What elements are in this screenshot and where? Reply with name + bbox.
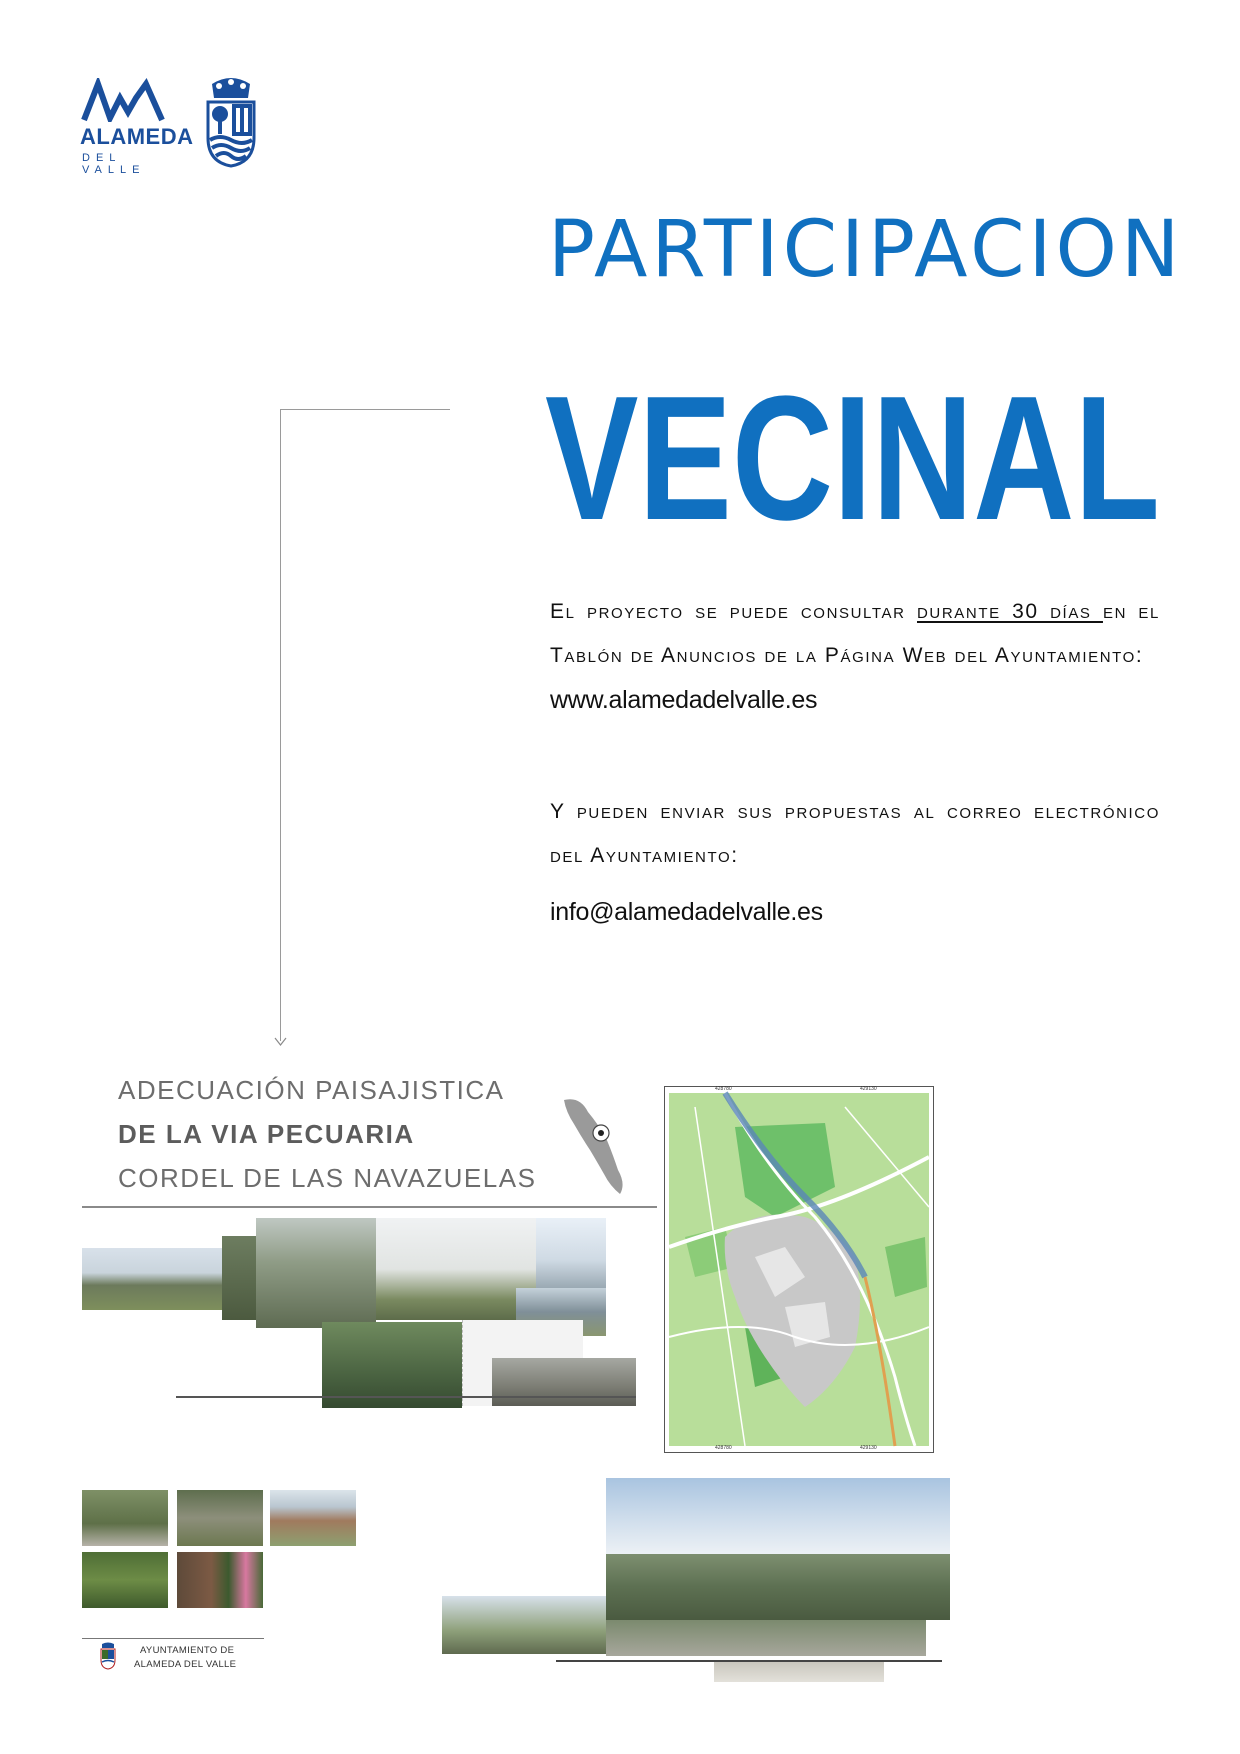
arrow-down-icon [273,1036,288,1048]
road-photo [442,1596,606,1654]
sky-photo-1 [376,1218,536,1320]
footer-line1: AYUNTAMIENTO DE [140,1645,235,1656]
connector-line-horizontal [280,409,450,410]
site-plan-map [664,1086,934,1453]
section-ground-line [176,1396,636,1398]
email-link[interactable]: info@alamedadelvalle.es [550,898,823,926]
consult-paragraph [550,590,1160,678]
title-vecinal-text: VECINAL [545,358,1160,557]
street-photo-2 [492,1358,636,1406]
connector-line-vertical [280,409,281,1041]
footer-line2: ALAMEDA DEL VALLE [134,1659,237,1670]
consult-period: durante 30 días [917,600,1103,623]
map-label-top-right: 429130 [860,1086,877,1092]
coat-of-arms [204,76,258,168]
thumb-photo-1 [82,1490,168,1546]
logo-name: ALAMEDA [80,124,194,149]
footer-coat-of-arms-icon [100,1642,116,1670]
consult-paragraph-end: en el Tablón de Anuncios de la Página Web del Ayuntamiento: [550,600,1160,667]
project-title-line2: DE LA VIA PECUARIA [118,1119,415,1149]
road-photo-2 [606,1620,926,1656]
locator-map-icon [560,1094,632,1196]
thumb-photo-2 [177,1490,263,1546]
sky-photo-2 [536,1218,606,1288]
title-participacion: PARTICIPACION [548,205,1184,295]
project-title-line1: ADECUACIÓN PAISAJISTICA [118,1075,505,1105]
thumb-photo-5 [177,1552,263,1608]
map-label-bottom-right: 429130 [860,1445,877,1451]
thumb-photo-4 [82,1552,168,1608]
municipal-logo [80,78,194,176]
mountains-logo-icon [80,78,180,122]
coat-of-arms-icon [204,76,258,168]
project-title-line3: CORDEL DE LAS NAVAZUELAS [118,1163,537,1193]
thumb-photo-3 [270,1490,356,1546]
map-label-bottom-left: 428780 [715,1445,732,1451]
project-title-underline [82,1206,657,1208]
map-label-top-left: 428780 [715,1086,732,1092]
title-vecinal [545,342,1165,557]
website-link[interactable]: www.alamedadelvalle.es [550,686,818,714]
trees-photo-1 [256,1218,376,1328]
logo-subname: DEL VALLE [82,152,146,176]
sky-photo-3 [606,1478,950,1556]
footer-divider [82,1638,264,1639]
pavement-photo [714,1662,884,1682]
consult-paragraph-start: El proyecto se puede consultar [550,600,917,623]
trees-photo-3 [606,1554,950,1620]
proposals-paragraph: Y pueden enviar sus propuestas al correo electrónico del Ayuntamiento: [550,800,1160,867]
